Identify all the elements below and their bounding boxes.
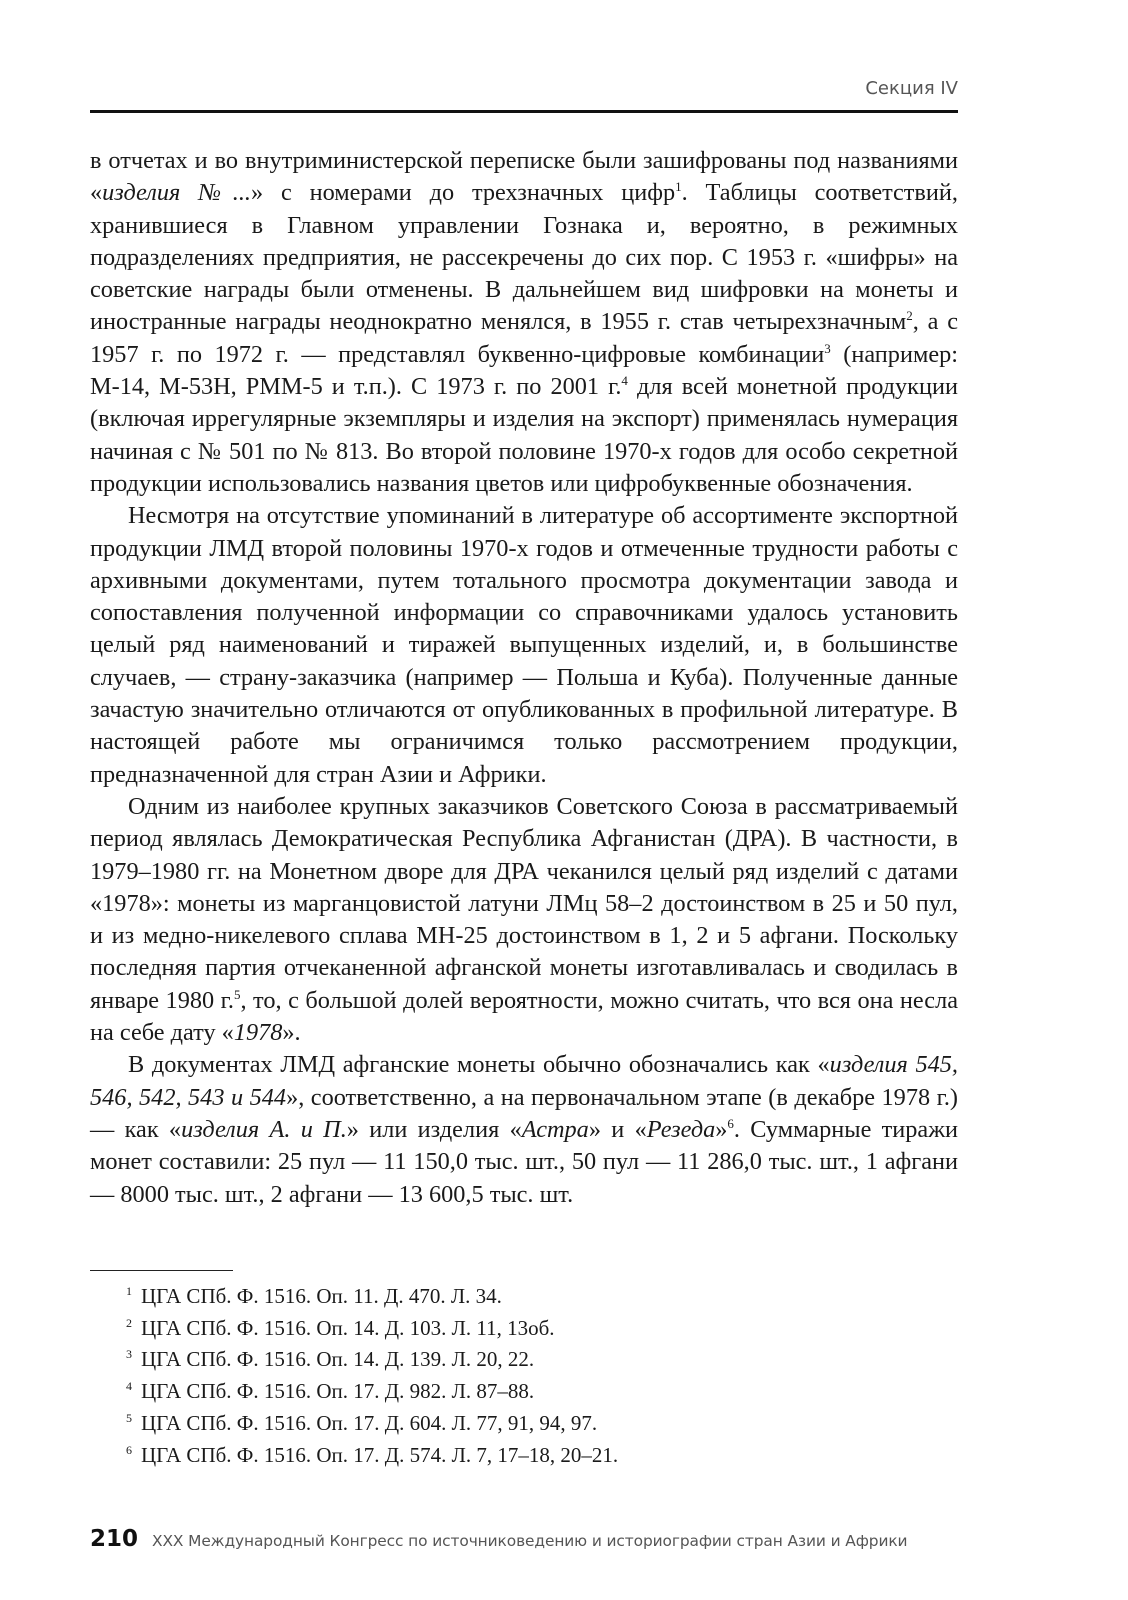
paragraph-2: Несмотря на отсутствие упоминаний в литературе об ассортименте экспортной продукции ЛМД второй половины 1970-х годов и отмеченные трудности работы с архивными документами, путем тотального просмотра документации завода и сопоставления полученной информации со справочниками удалось установить целый ряд наименований и тиражей выпущенных изделий, и, в большинстве случаев, — страну-заказчика (например — Польша и Куба). Полученные данные зачастую значительно отличаются от опубликованных в профильной литературе. В настоящей работе мы ограничимся только рассмотрением продукции, предназначенной для стран Азии и Африки. bbox=[90, 502, 958, 788]
footnote-ref-3[interactable]: 3 bbox=[824, 340, 831, 356]
footnote-4: $^4$ ЦГА СПб. Ф. 1516. Оп. 17. Д. 982. Л. 87–88. bbox=[126, 1379, 535, 1404]
section-label: Секция IV bbox=[865, 78, 958, 99]
footnote-ref-1[interactable]: 1 bbox=[675, 179, 682, 195]
page-footer bbox=[90, 1526, 958, 1552]
footnote-ref-4[interactable]: 4 bbox=[621, 372, 628, 388]
paragraph-3: Одним из наиболее крупных заказчиков Советского Союза в рассматриваемый период являлась Демократическая Республика Афганистан (ДРА). В частности, в 1979–1980 гг. на Монетном дворе для ДРА чеканился целый ряд изделий с датами «1978»: монеты из марганцовистой латуни ЛМц 58–2 достоинством в 25 и 50 пул, и из медно-никелевого сплава МН-25 достоинством в 1, 2 и 5 афгани. Поскольку последняя партия отчеканенной афганской монеты изготавливалась и сводилась в январе 1980 г.$^5$, то, с большой долей вероятности, можно считать, что вся она несла на себе дату «1978». bbox=[90, 792, 958, 1047]
footnote-separator bbox=[90, 1270, 233, 1271]
paragraph-1: в отчетах и во внутриминистерской переписке были зашифрованы под названиями «изделия №...» с номерами до трехзначных цифр$^1$. Таблицы соответствий, хранившиеся в Главном управлении Гознака и, вероятно, в режимных подразделениях предприятия, не рассекречены до сих пор. С 1953 г. «шифры» на советские награды были отменены. В дальнейшем вид шифровки на монеты и иностранные награды неоднократно менялся, в 1955 г. став четырехзначным$^2$, а с 1957 г. по 1972 г. — представлял буквенно-цифровые комбинации$^3$ (например: М-14, М-53Н, РММ-5 и т.п.). С 1973 г. по 2001 г.$^4$ для всей монетной продукции (включая иррегулярные экземпляры и изделия на экспорт) применялась нумерация начиная с № 501 по № 813. Во второй половине 1970-х годов для особо секретной продукции использовались названия цветов или цифробуквенные обозначения. bbox=[90, 147, 959, 497]
footnote-2: $^2$ ЦГА СПб. Ф. 1516. Оп. 14. Д. 103. Л. 11, 13об. bbox=[126, 1315, 555, 1340]
running-header bbox=[90, 78, 958, 99]
page-number: 210 bbox=[90, 1526, 139, 1552]
paragraph-4: В документах ЛМД афганские монеты обычно обозначались как «изделия 545, 546, 542, 543 и 544», соответственно, а на первоначальном этапе (в декабре 1978 г.) — как «изделия А. и П.» или изделия «Астра» и «Резеда»$^6$. Суммарные тиражи монет составили: 25 пул — 11 150,0 тыс. шт., 50 пул — 11 286,0 тыс. шт., 1 афгани — 8000 тыс. шт., 2 афгани — 13 600,5 тыс. шт. bbox=[90, 1051, 959, 1208]
footnote-5: $^5$ ЦГА СПб. Ф. 1516. Оп. 17. Д. 604. Л. 77, 91, 94, 97. bbox=[126, 1410, 598, 1435]
footnote-ref-2[interactable]: 2 bbox=[906, 308, 913, 324]
running-footer-title: XXX Международный Конгресс по источниковедению и историографии стран Азии и Африки bbox=[152, 1532, 908, 1550]
footnote-1: $^1$ ЦГА СПб. Ф. 1516. Оп. 11. Д. 470. Л. 34. bbox=[126, 1284, 502, 1308]
footnote-6: $^6$ ЦГА СПб. Ф. 1516. Оп. 17. Д. 574. Л. 7, 17–18, 20–21. bbox=[126, 1442, 619, 1467]
footnote-ref-6[interactable]: 6 bbox=[727, 1115, 734, 1131]
main-text bbox=[90, 145, 958, 1211]
header-rule bbox=[90, 110, 958, 113]
footnotes bbox=[126, 1281, 956, 1471]
footnote-ref-5[interactable]: 5 bbox=[233, 986, 241, 1002]
footnote-3: $^3$ ЦГА СПб. Ф. 1516. Оп. 14. Д. 139. Л. 20, 22. bbox=[126, 1347, 535, 1372]
